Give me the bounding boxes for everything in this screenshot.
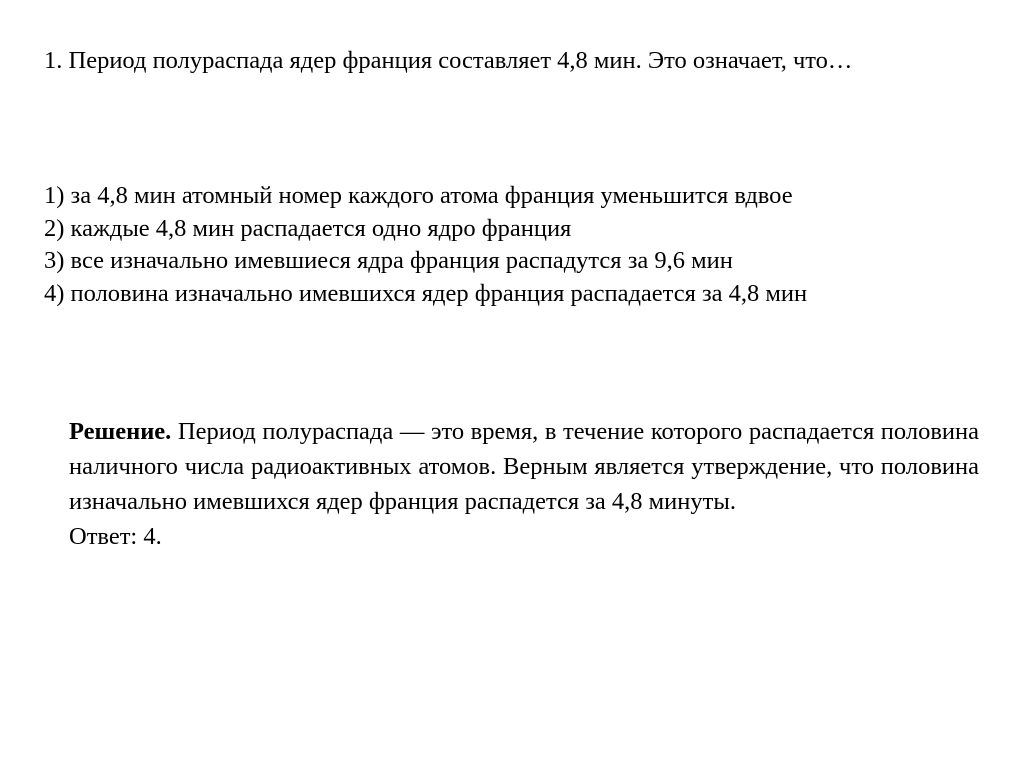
solution-label: Решение.: [69, 418, 172, 445]
option-1: 1) за 4,8 мин атомный номер каждого атома франция уменьшится вдвое: [44, 182, 793, 209]
solution-text: Период полураспада — это время, в течение которого распадается половина наличного числа радиоактивных атомов. Верным является утверждение, что половина изначально имевшихся ядер франция распадется за 4,8 минуты.: [69, 418, 979, 515]
question-text: 1. Период полураспада ядер франция составляет 4,8 мин. Это означает, что…: [44, 47, 853, 74]
solution-block: [69, 414, 979, 554]
question-block: [44, 44, 944, 77]
option-4: 4) половина изначально имевшихся ядер франция распадается за 4,8 мин: [44, 279, 808, 307]
answer-text: Ответ: 4.: [69, 523, 162, 550]
option-3: 3) все изначально имевшиеся ядра франция распадутся за 9,6 мин: [44, 247, 733, 274]
solution-paragraph: [69, 414, 979, 519]
answer-options: [44, 180, 984, 310]
option-2: 2) каждые 4,8 мин распадается одно ядро франция: [44, 214, 572, 242]
